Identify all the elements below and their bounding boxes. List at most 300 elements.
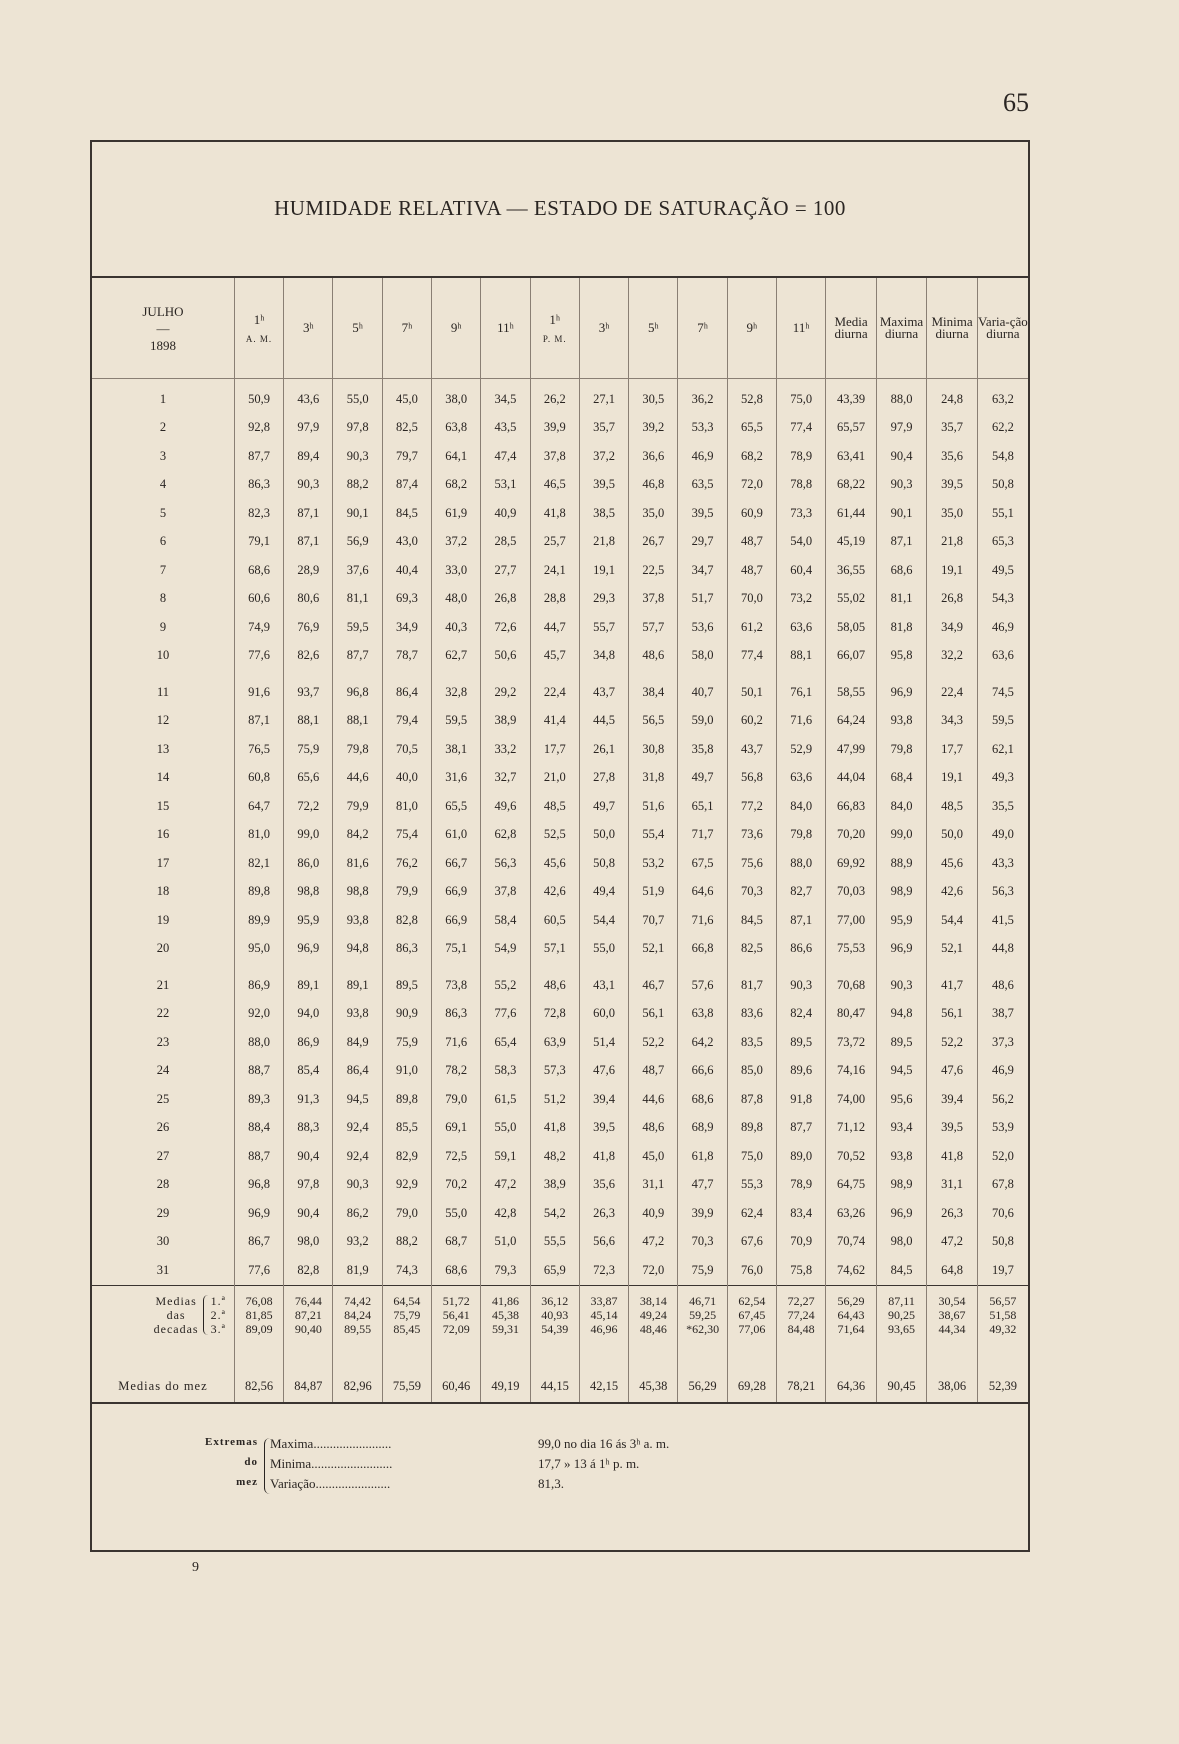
value-cell: 89,1 (333, 963, 382, 1000)
value-cell: 42,6 (530, 878, 579, 907)
value-cell: 41,8 (530, 499, 579, 528)
day-number: 24 (156, 1063, 170, 1078)
extreme-row (92, 1456, 1028, 1476)
value-cell: 61,0 (432, 821, 481, 850)
value-cell: 27,8 (579, 764, 628, 793)
value-cell: 47,6 (927, 1057, 978, 1086)
value-cell: 96,9 (234, 1199, 283, 1228)
day-number: 18 (156, 884, 170, 899)
decade-value: 93,65 (888, 1321, 916, 1336)
value-cell: 58,3 (481, 1057, 530, 1086)
value-cell: 64,1 (432, 442, 481, 471)
value-cell: 96,9 (876, 1199, 927, 1228)
day-number: 30 (156, 1234, 170, 1249)
value-cell: 65,6 (284, 764, 333, 793)
value-cell: 50,0 (579, 821, 628, 850)
value-cell: 27,1 (579, 379, 628, 414)
value-cell: 70,52 (826, 1142, 877, 1171)
value-cell: 66,9 (432, 878, 481, 907)
value-cell: 38,5 (579, 499, 628, 528)
value-cell: 94,5 (876, 1057, 927, 1086)
month-means (92, 1342, 1028, 1403)
value-cell: 38,1 (432, 735, 481, 764)
hour-label: 9ʰ (450, 320, 462, 335)
value-cell: 41,7 (927, 963, 978, 1000)
value-cell: 63,6 (977, 642, 1028, 671)
value-cell: 61,9 (432, 499, 481, 528)
value-cell: 39,9 (530, 414, 579, 443)
value-cell: 74,5 (977, 670, 1028, 707)
decade-value: 85,45 (393, 1321, 421, 1336)
value-cell: 89,4 (284, 442, 333, 471)
value-cell: 69,92 (826, 849, 877, 878)
extreme-value: 99,0 no dia 16 ás 3ʰ a. m. (538, 1436, 670, 1451)
value-cell: 77,6 (234, 642, 283, 671)
stat-header: Minima diurna (927, 278, 978, 379)
day-number: 19 (156, 912, 170, 927)
value-cell: 51,6 (629, 792, 678, 821)
value-cell: 88,4 (234, 1114, 283, 1143)
decade-value: 45,14 (590, 1307, 618, 1322)
hour-header (481, 278, 530, 379)
value-cell: 75,53 (826, 935, 877, 964)
value-cell: 44,7 (530, 613, 579, 642)
value-cell: 87,7 (777, 1114, 826, 1143)
value-cell: 43,5 (481, 414, 530, 443)
value-cell: 32,7 (481, 764, 530, 793)
day-number: 2 (159, 420, 167, 435)
value-cell: 47,2 (629, 1228, 678, 1257)
value-cell: 70,3 (678, 1228, 727, 1257)
value-cell: 90,4 (284, 1142, 333, 1171)
value-cell: 68,6 (876, 556, 927, 585)
value-cell: 39,5 (678, 499, 727, 528)
table-row (92, 1171, 1028, 1200)
value-cell: 79,3 (481, 1256, 530, 1285)
value-cell: 44,5 (579, 707, 628, 736)
value-cell: 78,2 (432, 1057, 481, 1086)
value-cell: 73,72 (826, 1028, 877, 1057)
value-cell: 39,2 (629, 414, 678, 443)
value-cell: 88,0 (777, 849, 826, 878)
value-cell: 38,4 (629, 670, 678, 707)
decade-value: 87,11 (888, 1293, 915, 1308)
decade-value: 77,24 (787, 1307, 815, 1322)
value-cell: 57,6 (678, 963, 727, 1000)
value-cell: 37,3 (977, 1028, 1028, 1057)
value-cell: 64,7 (234, 792, 283, 821)
value-cell: 43,1 (579, 963, 628, 1000)
value-cell: 90,3 (333, 442, 382, 471)
hour-header (629, 278, 678, 379)
value-cell: 88,9 (876, 849, 927, 878)
value-cell: 72,6 (481, 613, 530, 642)
value-cell: 79,9 (333, 792, 382, 821)
value-cell: 19,1 (927, 556, 978, 585)
value-cell: 75,0 (777, 379, 826, 414)
value-cell: 52,9 (777, 735, 826, 764)
value-cell: 32,8 (432, 670, 481, 707)
value-cell: 60,9 (727, 499, 776, 528)
hour-label: 7ʰ (401, 320, 413, 335)
month-dash: — (156, 320, 170, 336)
table-row (92, 1057, 1028, 1086)
value-cell: 54,4 (579, 906, 628, 935)
value-cell: 88,0 (876, 379, 927, 414)
value-cell: 98,8 (333, 878, 382, 907)
value-cell: 86,4 (382, 670, 431, 707)
value-cell: 49,4 (579, 878, 628, 907)
value-cell: 19,1 (927, 764, 978, 793)
value-cell: 70,74 (826, 1228, 877, 1257)
value-cell: 38,7 (977, 1000, 1028, 1029)
value-cell: 82,3 (234, 499, 283, 528)
value-cell: 88,2 (333, 471, 382, 500)
value-cell: 46,9 (977, 613, 1028, 642)
value-cell: 69,1 (432, 1114, 481, 1143)
value-cell: 37,2 (432, 528, 481, 557)
value-cell: 44,04 (826, 764, 877, 793)
value-cell: 86,0 (284, 849, 333, 878)
decade-value: 90,25 (888, 1307, 916, 1322)
value-cell: 26,8 (927, 585, 978, 614)
value-cell: 96,9 (284, 935, 333, 964)
table-row (92, 528, 1028, 557)
decade-value: 54,39 (541, 1321, 569, 1336)
decade-value: 30,54 (938, 1293, 966, 1308)
value-cell: 53,2 (629, 849, 678, 878)
value-cell: 38,9 (530, 1171, 579, 1200)
value-cell: 87,1 (284, 528, 333, 557)
value-cell: 89,6 (777, 1057, 826, 1086)
value-cell: 44,6 (333, 764, 382, 793)
value-cell: 70,2 (432, 1171, 481, 1200)
value-cell: 50,1 (727, 670, 776, 707)
hour-header (432, 278, 481, 379)
hour-label: 7ʰ (697, 320, 708, 335)
day-number: 26 (156, 1120, 170, 1135)
decade-value: 56,41 (442, 1307, 470, 1322)
value-cell: 49,7 (678, 764, 727, 793)
table-row (92, 1199, 1028, 1228)
value-cell: 39,4 (579, 1085, 628, 1114)
value-cell: 87,8 (727, 1085, 776, 1114)
table-frame (90, 140, 1030, 1552)
table-row (92, 792, 1028, 821)
hour-header (234, 278, 283, 379)
table-row (92, 878, 1028, 907)
month-mean-value: 75,59 (382, 1342, 431, 1403)
value-cell: 35,6 (579, 1171, 628, 1200)
value-cell: 55,0 (333, 379, 382, 414)
decade-value: 81,85 (245, 1307, 273, 1322)
value-cell: 86,3 (382, 935, 431, 964)
value-cell: 86,2 (333, 1199, 382, 1228)
value-cell: 48,2 (530, 1142, 579, 1171)
value-cell: 48,6 (629, 1114, 678, 1143)
value-cell: 40,9 (629, 1199, 678, 1228)
hour-label: 3ʰ (598, 320, 610, 335)
value-cell: 34,8 (579, 642, 628, 671)
value-cell: 67,8 (977, 1171, 1028, 1200)
decade-cell (927, 1285, 978, 1342)
decade-cell (977, 1285, 1028, 1342)
value-cell: 49,3 (977, 764, 1028, 793)
value-cell: 40,4 (382, 556, 431, 585)
day-number: 11 (156, 684, 169, 699)
value-cell: 63,8 (432, 414, 481, 443)
value-cell: 55,1 (977, 499, 1028, 528)
day-number: 15 (156, 798, 170, 813)
value-cell: 92,9 (382, 1171, 431, 1200)
day-number: 21 (156, 977, 170, 992)
day-number: 25 (156, 1091, 170, 1106)
value-cell: 55,0 (481, 1114, 530, 1143)
value-cell: 66,7 (432, 849, 481, 878)
value-cell: 81,8 (876, 613, 927, 642)
value-cell: 56,2 (977, 1085, 1028, 1114)
hour-label: 5ʰ (647, 320, 659, 335)
table-row (92, 1114, 1028, 1143)
value-cell: 34,3 (927, 707, 978, 736)
value-cell: 87,1 (777, 906, 826, 935)
day-number: 22 (156, 1006, 170, 1021)
decade-value: 56,29 (837, 1293, 865, 1308)
value-cell: 84,9 (333, 1028, 382, 1057)
value-cell: 29,3 (579, 585, 628, 614)
day-number: 8 (159, 591, 167, 606)
value-cell: 74,3 (382, 1256, 431, 1285)
decade-value: 48,46 (639, 1321, 667, 1336)
decade-value: 84,48 (787, 1321, 815, 1336)
value-cell: 72,3 (579, 1256, 628, 1285)
value-cell: 75,1 (432, 935, 481, 964)
decade-value: 90,40 (294, 1321, 322, 1336)
month-mean-value: 82,96 (333, 1342, 382, 1403)
value-cell: 71,6 (777, 707, 826, 736)
value-cell: 91,0 (382, 1057, 431, 1086)
value-cell: 97,9 (876, 414, 927, 443)
table-row (92, 1285, 1028, 1342)
value-cell: 77,2 (727, 792, 776, 821)
humidity-table (92, 278, 1028, 1404)
decade-value: 76,44 (294, 1293, 322, 1308)
value-cell: 46,5 (530, 471, 579, 500)
value-cell: 58,4 (481, 906, 530, 935)
value-cell: 43,6 (284, 379, 333, 414)
value-cell: 72,0 (727, 471, 776, 500)
value-cell: 64,2 (678, 1028, 727, 1057)
stat-header: Media diurna (826, 278, 877, 379)
value-cell: 85,0 (727, 1057, 776, 1086)
value-cell: 84,5 (876, 1256, 927, 1285)
value-cell: 26,8 (481, 585, 530, 614)
value-cell: 77,00 (826, 906, 877, 935)
table-row (92, 1342, 1028, 1403)
value-cell: 78,9 (777, 1171, 826, 1200)
day-number: 27 (156, 1148, 170, 1163)
value-cell: 44,8 (977, 935, 1028, 964)
decade-cell (481, 1285, 530, 1342)
value-cell: 49,0 (977, 821, 1028, 850)
value-cell: 68,6 (432, 1256, 481, 1285)
value-cell: 66,8 (678, 935, 727, 964)
table-row (92, 1028, 1028, 1057)
value-cell: 82,4 (777, 1000, 826, 1029)
value-cell: 57,3 (530, 1057, 579, 1086)
value-cell: 61,5 (481, 1085, 530, 1114)
value-cell: 86,4 (333, 1057, 382, 1086)
value-cell: 74,00 (826, 1085, 877, 1114)
value-cell: 94,5 (333, 1085, 382, 1114)
day-number: 9 (159, 619, 167, 634)
value-cell: 85,4 (284, 1057, 333, 1086)
value-cell: 31,8 (629, 764, 678, 793)
value-cell: 90,3 (876, 471, 927, 500)
extreme-row (92, 1476, 1028, 1496)
decade-value: 45,38 (491, 1307, 519, 1322)
value-cell: 31,6 (432, 764, 481, 793)
value-cell: 89,8 (382, 1085, 431, 1114)
month-mean-value: 84,87 (284, 1342, 333, 1403)
value-cell: 53,6 (678, 613, 727, 642)
value-cell: 70,9 (777, 1228, 826, 1257)
hour-header (579, 278, 628, 379)
value-cell: 62,1 (977, 735, 1028, 764)
decade-cell (876, 1285, 927, 1342)
value-cell: 53,3 (678, 414, 727, 443)
day-number: 4 (159, 477, 167, 492)
decade-means (92, 1285, 1028, 1342)
value-cell: 66,9 (432, 906, 481, 935)
decade-label-line: decadas (153, 1321, 199, 1336)
value-cell: 81,1 (876, 585, 927, 614)
day-number: 7 (159, 562, 167, 577)
value-cell: 49,6 (481, 792, 530, 821)
value-cell: 48,0 (432, 585, 481, 614)
value-cell: 71,6 (432, 1028, 481, 1057)
value-cell: 63,8 (678, 1000, 727, 1029)
value-cell: 57,1 (530, 935, 579, 964)
table-row (92, 499, 1028, 528)
value-cell: 79,0 (382, 1199, 431, 1228)
table-row (92, 935, 1028, 964)
table-row (92, 442, 1028, 471)
value-cell: 75,4 (382, 821, 431, 850)
value-cell: 78,9 (777, 442, 826, 471)
value-cell: 38,0 (432, 379, 481, 414)
value-cell: 62,8 (481, 821, 530, 850)
value-cell: 55,2 (481, 963, 530, 1000)
value-cell: 89,5 (777, 1028, 826, 1057)
value-cell: 54,4 (927, 906, 978, 935)
value-cell: 92,4 (333, 1114, 382, 1143)
value-cell: 64,75 (826, 1171, 877, 1200)
extremes-brace (264, 1438, 270, 1494)
value-cell: 50,8 (579, 849, 628, 878)
extreme-label: do (244, 1456, 258, 1468)
value-cell: 68,7 (432, 1228, 481, 1257)
hour-header (777, 278, 826, 379)
value-cell: 95,9 (284, 906, 333, 935)
decade-value: 89,55 (344, 1321, 372, 1336)
month-mean-value: 42,15 (579, 1342, 628, 1403)
value-cell: 39,5 (927, 471, 978, 500)
value-cell: 87,7 (333, 642, 382, 671)
value-cell: 68,22 (826, 471, 877, 500)
value-cell: 63,9 (530, 1028, 579, 1057)
value-cell: 29,7 (678, 528, 727, 557)
value-cell: 96,8 (333, 670, 382, 707)
value-cell: 35,0 (629, 499, 678, 528)
decade-value: 64,54 (393, 1293, 421, 1308)
decade-marker: 2.ª (210, 1307, 226, 1322)
value-cell: 64,8 (927, 1256, 978, 1285)
value-cell: 78,8 (777, 471, 826, 500)
day-number: 3 (159, 448, 167, 463)
value-cell: 45,6 (927, 849, 978, 878)
value-cell: 60,4 (777, 556, 826, 585)
decade-value: 77,06 (738, 1321, 766, 1336)
value-cell: 98,9 (876, 878, 927, 907)
value-cell: 96,8 (234, 1171, 283, 1200)
day-number: 12 (156, 713, 170, 728)
value-cell: 83,6 (727, 1000, 776, 1029)
value-cell: 52,1 (629, 935, 678, 964)
decade-value: 71,64 (837, 1321, 865, 1336)
value-cell: 97,8 (333, 414, 382, 443)
value-cell: 87,1 (876, 528, 927, 557)
value-cell: 17,7 (927, 735, 978, 764)
value-cell: 81,7 (727, 963, 776, 1000)
value-cell: 68,2 (432, 471, 481, 500)
value-cell: 56,5 (629, 707, 678, 736)
value-cell: 39,5 (579, 471, 628, 500)
value-cell: 97,9 (284, 414, 333, 443)
day-number: 29 (156, 1205, 170, 1220)
value-cell: 46,9 (678, 442, 727, 471)
month-mean-value: 49,19 (481, 1342, 530, 1403)
value-cell: 75,9 (284, 735, 333, 764)
value-cell: 79,8 (777, 821, 826, 850)
month-mean-value: 60,46 (432, 1342, 481, 1403)
value-cell: 65,57 (826, 414, 877, 443)
pm-label: P. M. (542, 334, 567, 344)
value-cell: 76,5 (234, 735, 283, 764)
value-cell: 35,0 (927, 499, 978, 528)
value-cell: 86,6 (777, 935, 826, 964)
value-cell: 97,8 (284, 1171, 333, 1200)
value-cell: 60,2 (727, 707, 776, 736)
day-number: 17 (156, 855, 170, 870)
value-cell: 88,1 (284, 707, 333, 736)
value-cell: 55,3 (727, 1171, 776, 1200)
value-cell: 37,6 (333, 556, 382, 585)
value-cell: 55,7 (579, 613, 628, 642)
value-cell: 77,4 (727, 642, 776, 671)
value-cell: 70,03 (826, 878, 877, 907)
value-cell: 48,6 (977, 963, 1028, 1000)
value-cell: 27,7 (481, 556, 530, 585)
table-row (92, 906, 1028, 935)
value-cell: 79,1 (234, 528, 283, 557)
day-number: 10 (156, 648, 170, 663)
month-label: JULHO (142, 303, 184, 319)
value-cell: 36,6 (629, 442, 678, 471)
value-cell: 82,6 (284, 642, 333, 671)
value-cell: 34,9 (927, 613, 978, 642)
value-cell: 43,7 (727, 735, 776, 764)
